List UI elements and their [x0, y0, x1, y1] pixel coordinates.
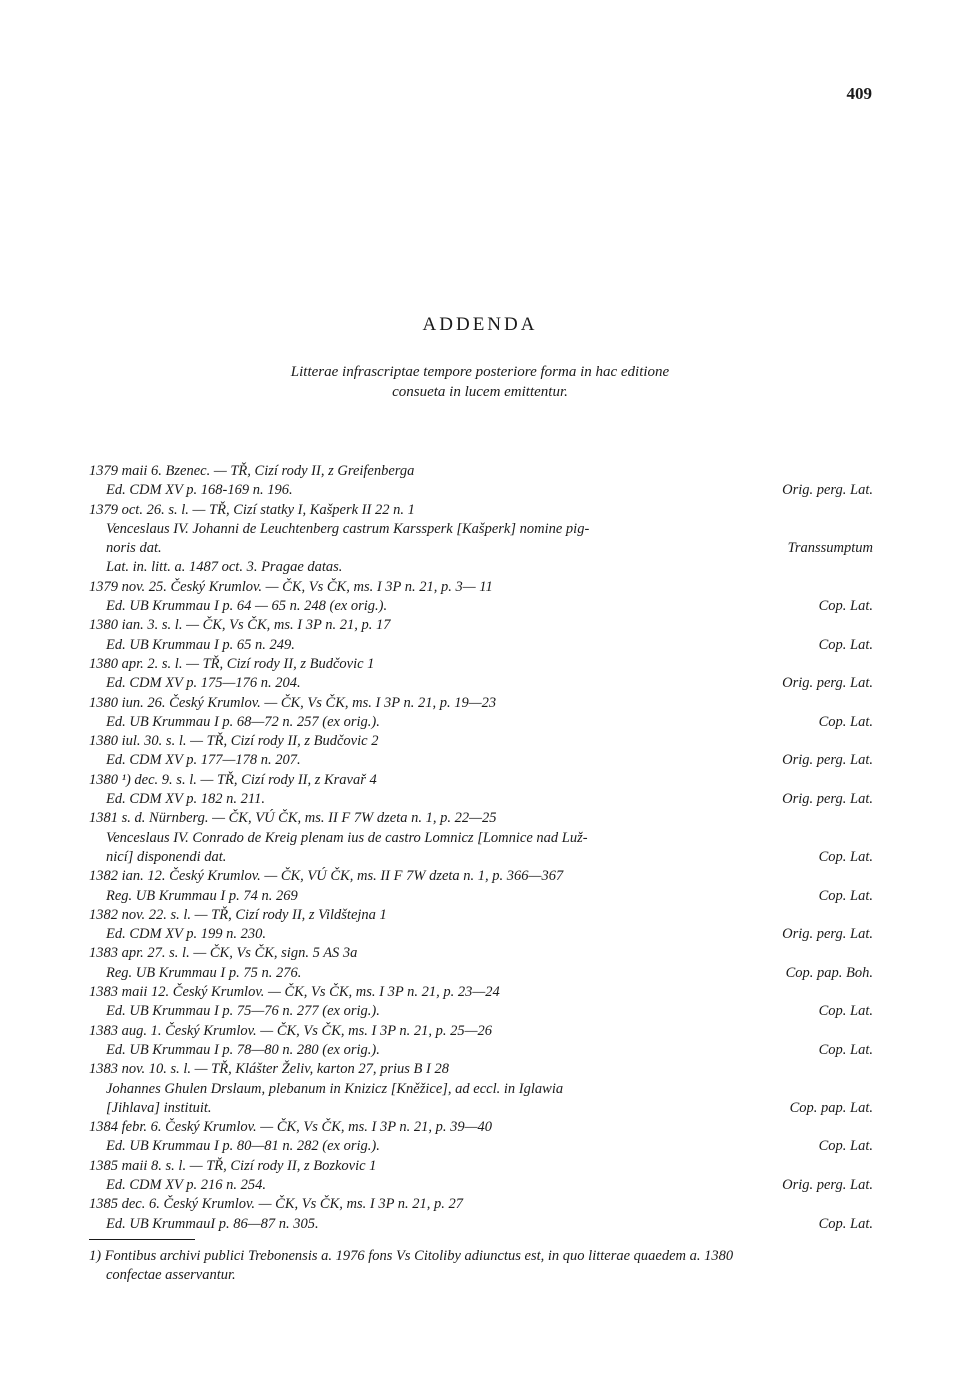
- entry-text: Ed. CDM XV p. 216 n. 254.: [106, 1176, 267, 1193]
- footnote: [89, 1247, 873, 1286]
- list-item: [89, 1060, 873, 1118]
- entry-note: Cop. pap. Boh.: [785, 964, 873, 981]
- entry-text: Ed. CDM XV p. 199 n. 230.: [106, 926, 267, 943]
- entry-note: Orig. perg. Lat.: [782, 675, 873, 692]
- entry-heading: 1379 maii 6. Bzenec. — TŘ, Cizí rody II, z Greifenberga: [89, 463, 415, 479]
- entry-line: [89, 597, 873, 616]
- list-item: [89, 462, 873, 501]
- list-item: [89, 694, 873, 733]
- entry-text: Lat. in. litt. a. 1487 oct. 3. Pragae datas.: [106, 559, 343, 576]
- list-item: [89, 1195, 873, 1234]
- entry-heading: 1383 apr. 27. s. l. — ČK, Vs ČK, sign. 5 AS 3a: [89, 945, 358, 962]
- entry-text: Venceslaus IV. Johanni de Leuchtenberg castrum Karssperk [Kašperk] nomine pig-: [106, 520, 590, 537]
- entry-line: [89, 1080, 873, 1099]
- entry-line: [89, 713, 873, 732]
- list-item: [89, 983, 873, 1022]
- list-item: [89, 1022, 873, 1061]
- entry-text: Ed. CDM XV p. 182 n. 211.: [106, 791, 265, 808]
- entry-heading: 1383 maii 12. Český Krumlov. — ČK, Vs ČK, ms. I 3P n. 21, p. 23—24: [89, 984, 500, 1001]
- entry-line: [89, 887, 873, 906]
- entry-heading: 1385 maii 8. s. l. — TŘ, Cizí rody II, z Bozkovic 1: [89, 1157, 377, 1174]
- list-item: [89, 906, 873, 945]
- intro-line: consueta in lucem emittentur.: [392, 384, 568, 400]
- entry-line: [89, 481, 873, 500]
- list-item: [89, 616, 873, 655]
- entry-note: Orig. perg. Lat.: [782, 752, 873, 769]
- entry-note: Cop. Lat.: [818, 1003, 873, 1020]
- entry-line: [89, 1002, 873, 1021]
- entry-heading: 1385 dec. 6. Český Krumlov. — ČK, Vs ČK, ms. I 3P n. 21, p. 27: [89, 1196, 464, 1213]
- list-item: [89, 771, 873, 810]
- entry-heading: 1382 ian. 12. Český Krumlov. — ČK, VÚ ČK, ms. II F 7W dzeta n. 1, p. 366—367: [89, 868, 564, 885]
- entry-heading: 1379 oct. 26. s. l. — TŘ, Cizí statky I, Kašperk II 22 n. 1: [89, 501, 415, 518]
- intro-text: [200, 362, 760, 402]
- list-item: [89, 578, 873, 617]
- footnote-line: confectae asservantur.: [106, 1267, 236, 1284]
- entry-text: Reg. UB Krummau I p. 74 n. 269: [106, 887, 298, 904]
- entry-note: Orig. perg. Lat.: [782, 1176, 873, 1193]
- page-number: 409: [846, 84, 872, 103]
- list-item: [89, 1118, 873, 1157]
- entry-note: Cop. pap. Lat.: [789, 1099, 873, 1116]
- entry-text: Ed. UB Krummau I p. 68—72 n. 257 (ex orig.).: [106, 713, 380, 730]
- entry-text: Johannes Ghulen Drslaum, plebanum in Knizicz [Kněžice], ad eccl. in Iglawia: [106, 1080, 564, 1097]
- list-item: [89, 944, 873, 983]
- list-item: [89, 867, 873, 906]
- entry-text: Reg. UB Krummau I p. 75 n. 276.: [106, 964, 302, 981]
- entry-line: [89, 558, 873, 577]
- footnote-line: 1) Fontibus archivi publici Trebonensis a. 1976 fons Vs Citoliby adiunctus est, in quo litterae quaedem a. 1380: [89, 1248, 734, 1264]
- entry-heading: 1380 iul. 30. s. l. — TŘ, Cizí rody II, z Budčovic 2: [89, 733, 379, 750]
- entry-text: Ed. CDM XV p. 177—178 n. 207.: [106, 752, 301, 769]
- entry-note: Cop. Lat.: [818, 636, 873, 653]
- list-item: [89, 732, 873, 771]
- entry-heading: 1380 iun. 26. Český Krumlov. — ČK, Vs ČK, ms. I 3P n. 21, p. 19—23: [89, 694, 497, 711]
- entry-heading: 1380 ian. 3. s. l. — ČK, Vs ČK, ms. I 3P n. 21, p. 17: [89, 617, 391, 634]
- footnote-rule: [89, 1239, 195, 1240]
- entry-note: Transsumptum: [787, 540, 873, 557]
- page-title: ADDENDA: [422, 314, 538, 335]
- list-item: [89, 1157, 873, 1196]
- entry-text: Venceslaus IV. Conrado de Kreig plenam ius de castro Lomnicz [Lomnice nad Luž-: [106, 829, 588, 846]
- entry-text: Ed. UB Krummau I p. 80—81 n. 282 (ex orig.).: [106, 1138, 380, 1155]
- entry-text: [Jihlava] instituit.: [106, 1099, 212, 1116]
- entry-text: noris dat.: [106, 540, 162, 557]
- entry-note: Cop. Lat.: [818, 1138, 873, 1155]
- entry-text: Ed. UB Krummau I p. 65 n. 249.: [106, 636, 295, 653]
- entry-heading: 1382 nov. 22. s. l. — TŘ, Cizí rody II, z Vildštejna 1: [89, 906, 387, 923]
- entry-note: Cop. Lat.: [818, 713, 873, 730]
- entry-heading: 1379 nov. 25. Český Krumlov. — ČK, Vs ČK, ms. I 3P n. 21, p. 3— 11: [89, 578, 493, 595]
- entry-text: Ed. UB Krummau I p. 78—80 n. 280 (ex orig.).: [106, 1041, 380, 1058]
- entry-line: [89, 1215, 873, 1234]
- entry-line: [89, 636, 873, 655]
- entry-line: [89, 1099, 873, 1118]
- entry-text: nicí] disponendi dat.: [106, 848, 227, 865]
- entry-note: Cop. Lat.: [818, 598, 873, 615]
- entry-text: Ed. UB KrummauI p. 86—87 n. 305.: [106, 1215, 319, 1232]
- entry-line: [89, 751, 873, 770]
- entry-line: [89, 520, 873, 539]
- list-item: [89, 809, 873, 867]
- entry-heading: 1383 aug. 1. Český Krumlov. — ČK, Vs ČK, ms. I 3P n. 21, p. 25—26: [89, 1022, 493, 1039]
- entry-heading: 1381 s. d. Nürnberg. — ČK, VÚ ČK, ms. II F 7W dzeta n. 1, p. 22—25: [89, 810, 497, 827]
- entry-text: Ed. UB Krummau I p. 64 — 65 n. 248 (ex orig.).: [106, 598, 388, 615]
- entry-text: Ed. CDM XV p. 168-169 n. 196.: [106, 482, 293, 499]
- entry-note: Cop. Lat.: [818, 848, 873, 865]
- list-item: [89, 655, 873, 694]
- entry-line: [89, 925, 873, 944]
- entry-heading: 1384 febr. 6. Český Krumlov. — ČK, Vs ČK, ms. I 3P n. 21, p. 39—40: [89, 1119, 493, 1136]
- entry-heading: 1380 ¹) dec. 9. s. l. — TŘ, Cizí rody II, z Kravař 4: [89, 771, 377, 788]
- entry-line: [89, 848, 873, 867]
- entry-note: Orig. perg. Lat.: [782, 791, 873, 808]
- entry-line: [89, 1176, 873, 1195]
- entry-heading: 1380 apr. 2. s. l. — TŘ, Cizí rody II, z Budčovic 1: [89, 655, 375, 672]
- list-item: [89, 501, 873, 578]
- entry-line: [89, 964, 873, 983]
- entry-line: [89, 1041, 873, 1060]
- entry-line: [89, 539, 873, 558]
- entries-list: [89, 462, 873, 1234]
- entry-heading: 1383 nov. 10. s. l. — TŘ, Klášter Želiv, karton 27, prius B I 28: [89, 1061, 449, 1078]
- entry-note: Cop. Lat.: [818, 1215, 873, 1232]
- entry-line: [89, 829, 873, 848]
- intro-line: Litterae infrascriptae tempore posteriore forma in hac editione: [290, 364, 670, 380]
- entry-note: Cop. Lat.: [818, 1041, 873, 1058]
- entry-text: Ed. CDM XV p. 175—176 n. 204.: [106, 675, 301, 692]
- entry-note: Orig. perg. Lat.: [782, 482, 873, 499]
- entry-note: Cop. Lat.: [818, 887, 873, 904]
- entry-line: [89, 790, 873, 809]
- entry-note: Orig. perg. Lat.: [782, 926, 873, 943]
- entry-line: [89, 674, 873, 693]
- entry-line: [89, 1137, 873, 1156]
- entry-text: Ed. UB Krummau I p. 75—76 n. 277 (ex orig.).: [106, 1003, 380, 1020]
